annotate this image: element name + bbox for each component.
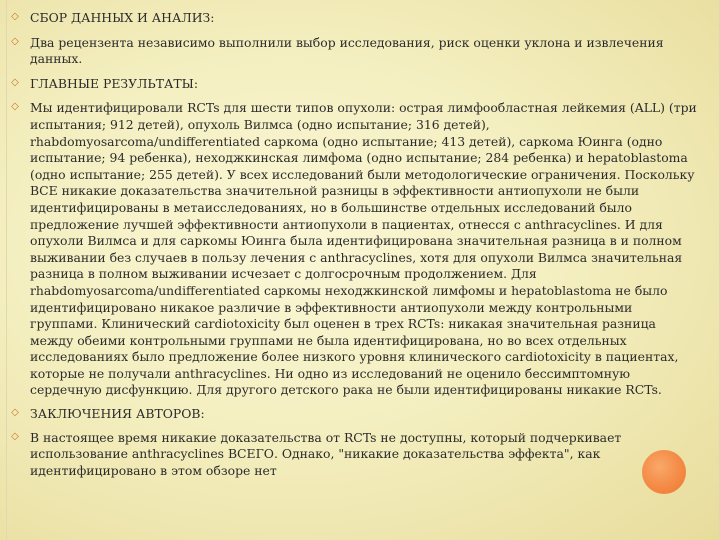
hollow-diamond-bullet-icon: ◇ <box>11 11 19 22</box>
hollow-diamond-bullet-icon: ◇ <box>11 430 19 442</box>
bullet-item-authors-conclusions <box>8 430 698 480</box>
hollow-diamond-bullet-icon: ◇ <box>11 101 19 113</box>
bullet-item-main-results <box>8 100 698 399</box>
bullet-text: Мы идентифицировали RCTs для шести типов опухоли: острая лимфообластная лейкемия (ALL) (три испытания; 912 детей), опухоль Вилмса (одно испытание; 316 детей), rhabdomyosarcoma/undifferentiated саркома (одно испытание; 413 детей), саркома Юинга (одно испытание; 94 ребенка), неходжкинская лимфома (одно испытание; 284 ребенка) и hepatoblastoma (одно испытание; 255 детей). У всех исследований были методологические ограничения. Поскольку ВСЕ никакие доказательства значительной разницы в эффективности антиопухоли не были идентифицированы в метаисследованиях, но в большинстве отдельных исследований было предложение лучшей эффективности антиопухоли в пациентах, отнесся с anthracyclines. И для опухоли Вилмса и для саркомы Юинга была идентифицирована значительная разница в и полном выживании без случаев в пользу лечения с anthracyclines, хотя для опухоли Вилмса значительная разница в полном выживании исчезает с долгосрочным продолжением. Для rhabdomyosarcoma/undifferentiated саркомы неходжкинской лимфомы и hepatoblastoma не было идентифицировано никакое различие в эффективности антиопухоли между контрольными группами. Клинический cardiotoxicity был оценен в трех RCTs: никакая значительная разница между обеими контрольными группами не была идентифицирована, но во всех отдельных исследованиях было предложение более низкого уровня клинического cardiotoxicity в пациентах, которые не получали anthracyclines. Ни одно из исследований не оценило бессимптомную сердечную дисфункцию. Для другого детского рака не были идентифицированы никакие RCTs. <box>30 100 697 398</box>
hollow-diamond-bullet-icon: ◇ <box>11 76 19 88</box>
bullet-text: ГЛАВНЫЕ РЕЗУЛЬТАТЫ: <box>30 75 199 91</box>
bullet-item-reviewers <box>8 35 698 68</box>
bullet-item-authors-conclusions-heading <box>8 406 698 423</box>
bullet-text: ЗАКЛЮЧЕНИЯ АВТОРОВ: <box>30 406 205 422</box>
hollow-diamond-bullet-icon: ◇ <box>11 407 19 419</box>
bullet-item-main-results-heading <box>8 76 698 93</box>
bullet-text: В настоящее время никакие доказательства от RCTs не доступны, который подчеркивает использование anthracyclines ВСЕГО. Однако, "никакие доказательства эффекта", как идентифицировано в этом обзоре нет <box>30 429 622 478</box>
hollow-diamond-bullet-icon: ◇ <box>11 35 19 47</box>
decorative-orange-circle <box>642 450 686 494</box>
bullet-text: Два рецензента независимо выполнили выбор исследования, риск оценки уклона и извлечения данных. <box>30 34 664 67</box>
bullet-text: СБОР ДАННЫХ И АНАЛИЗ: <box>30 10 215 25</box>
bullet-item-data-collection-heading <box>8 10 698 27</box>
bullet-list <box>8 10 698 479</box>
